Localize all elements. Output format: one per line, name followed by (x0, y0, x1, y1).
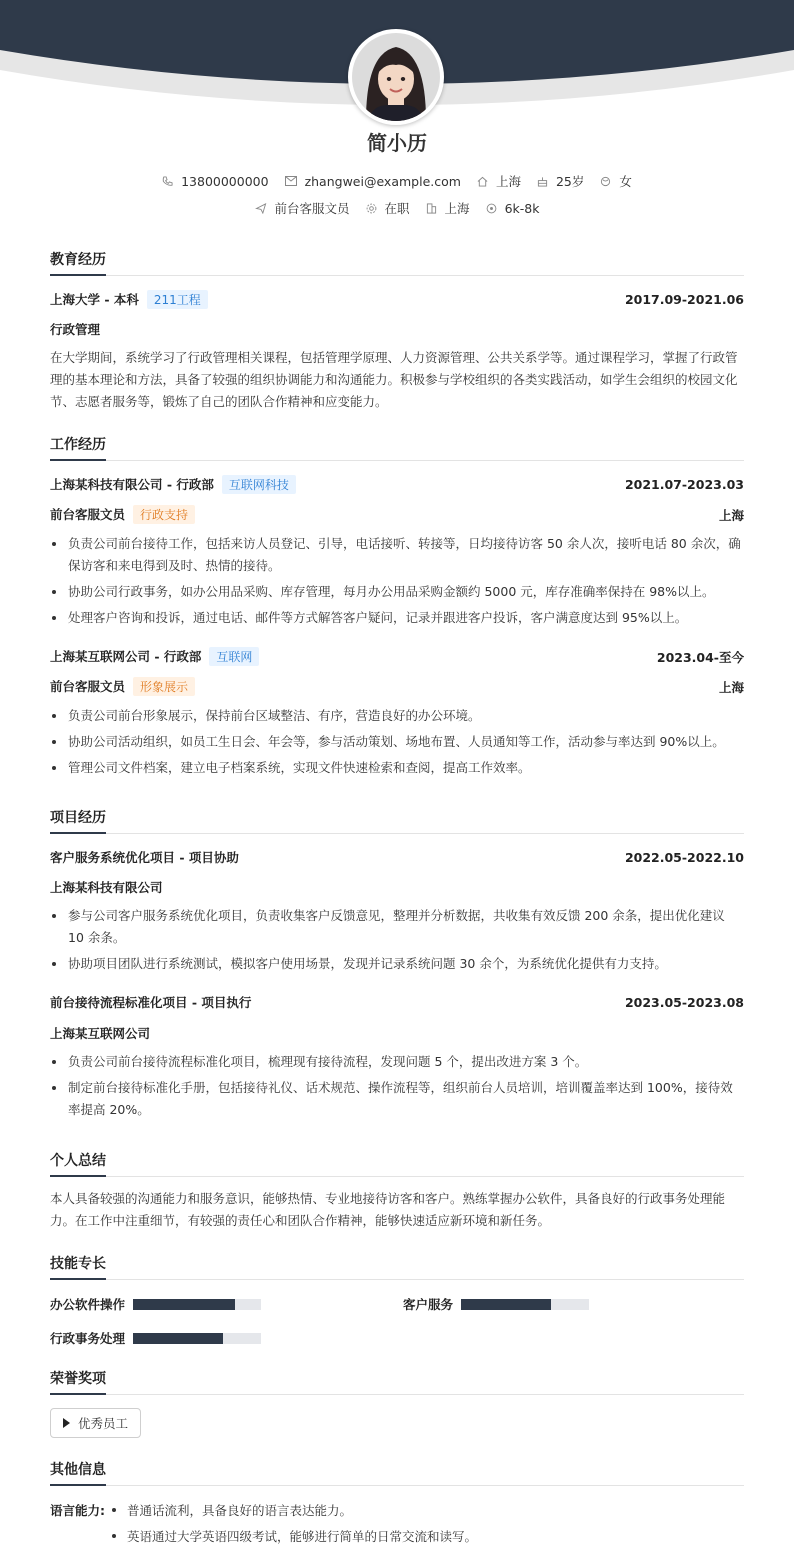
section-title-summary: 个人总结 (50, 1150, 744, 1177)
gender-icon (600, 176, 611, 187)
position-name: 前台客服文员 (50, 507, 126, 522)
school-name: 上海大学 - 本科 (50, 292, 139, 307)
project-period: 2023.05-2023.08 (624, 994, 744, 1010)
industry-tag: 互联网科技 (222, 475, 296, 494)
job-period: 2021.07-2023.03 (624, 477, 744, 492)
list-item: 英语通过大学英语四级考试，能够进行简单的日常交流和读写。 (110, 1527, 477, 1545)
job-location: 上海 (718, 679, 744, 695)
education-period: 2017.09-2021.06 (624, 292, 744, 307)
award-item[interactable] (50, 1408, 141, 1438)
candidate-name: 简小历 (367, 131, 427, 155)
list-item: 负责公司前台接待流程标准化项目，梳理现有接待流程，发现问题 5 个，提出改进方案 3 个。 (50, 1051, 744, 1073)
coin-icon (486, 203, 497, 214)
section-title-work: 工作经历 (50, 434, 744, 461)
industry-tag: 互联网 (209, 647, 259, 666)
building-icon (426, 203, 437, 214)
role-tag: 形象展示 (133, 677, 195, 696)
phone-text: 13800000000 (181, 173, 269, 189)
skill-name: 办公软件操作 (50, 1297, 126, 1312)
job-location: 上海 (718, 507, 744, 523)
company-name: 上海某互联网公司 - 行政部 (50, 649, 202, 664)
section-title-other: 其他信息 (50, 1459, 744, 1486)
job-header (50, 647, 744, 666)
city-item (477, 172, 521, 190)
project-company: 上海某科技有限公司 (50, 880, 163, 895)
skill-customer-service (403, 1295, 589, 1313)
skill-bar-fill (133, 1299, 235, 1310)
skill-admin-affairs (50, 1329, 261, 1347)
list-item: 管理公司文件档案，建立电子档案系统，实现文件快速检索和查阅，提高工作效率。 (50, 757, 744, 779)
gender-text: 女 (619, 174, 632, 189)
list-item: 协助项目团队进行系统测试，模拟客户使用场景，发现并记录系统问题 30 余个，为系统优化提供有力支持。 (50, 953, 744, 975)
status-text: 在职 (384, 201, 410, 216)
salary-item (486, 201, 540, 216)
job-position-row (50, 505, 744, 524)
major: 行政管理 (50, 322, 101, 337)
skill-bar-fill (133, 1333, 223, 1344)
job-intent-row (0, 199, 794, 217)
status-item (366, 199, 410, 217)
email-item (285, 174, 461, 189)
project-header (50, 848, 744, 866)
job-position-row (50, 677, 744, 696)
job-period: 2023.04-至今 (656, 649, 744, 665)
gear-icon (366, 203, 377, 214)
list-item: 参与公司客户服务系统优化项目，负责收集客户反馈意见，整理并分析数据，共收集有效反馈 200 余条，提出优化建议 10 余条。 (50, 905, 744, 949)
language-label: 语言能力: (50, 1503, 105, 1518)
play-icon (63, 1418, 70, 1428)
salary-text: 6k-8k (504, 200, 540, 216)
list-item: 负责公司前台形象展示，保持前台区域整洁、有序，营造良好的办公环境。 (50, 705, 744, 727)
target-city-text: 上海 (444, 201, 470, 216)
phone-icon (162, 176, 173, 187)
award-label: 优秀员工 (78, 1416, 129, 1431)
school-tag: 211工程 (147, 290, 208, 309)
cake-icon (537, 176, 548, 187)
mail-icon (285, 176, 297, 186)
job-target-item (255, 199, 350, 217)
list-item: 制定前台接待标准化手册，包括接待礼仪、话术规范、操作流程等，组织前台人员培训，培训覆盖率达到 100%，接待效率提高 20%。 (50, 1077, 744, 1121)
list-item: 负责公司前台接待工作，包括来访人员登记、引导，电话接听、转接等，日均接待访客 50 余人次，接听电话 80 余次，确保访客和来电得到及时、热情的接待。 (50, 533, 744, 577)
email-text: zhangwei@example.com (304, 173, 461, 189)
list-item: 协助公司行政事务，如办公用品采购、库存管理，每月办公用品采购金额约 5000 元，库存准确率保持在 98%以上。 (50, 581, 744, 603)
project-company: 上海某互联网公司 (50, 1026, 151, 1041)
skill-name: 客户服务 (403, 1297, 454, 1312)
education-description: 在大学期间，系统学习了行政管理相关课程，包括管理学原理、人力资源管理、公共关系学等。通过课程学习，掌握了行政管理的基本理论和方法，具备了较强的组织协调能力和沟通能力。积极参与学校组织的各类实践活动，如学生会组织的校园文化节、志愿者服务等，锻炼了自己的团队合作精神和应变能力。 (50, 350, 738, 409)
gender-item (600, 172, 632, 190)
education-header (50, 290, 744, 309)
project-period: 2022.05-2022.10 (624, 849, 744, 865)
skill-bar (461, 1299, 589, 1310)
phone-item (162, 174, 268, 189)
company-name: 上海某科技有限公司 - 行政部 (50, 477, 214, 492)
home-icon (477, 176, 488, 187)
project-name: 客户服务系统优化项目 - 项目协助 (50, 850, 239, 865)
skill-office-software (50, 1295, 261, 1313)
skill-bar (133, 1299, 261, 1310)
section-title-education: 教育经历 (50, 249, 744, 276)
project-header (50, 993, 744, 1011)
avatar (348, 29, 444, 125)
summary-text: 本人具备较强的沟通能力和服务意识，能够热情、专业地接待访客和客户。熟练掌握办公软件，具备良好的行政事务处理能力。在工作中注重细节，有较强的责任心和团队合作精神，能够快速适应新环境和新任务。 (50, 1191, 726, 1228)
list-item: 处理客户咨询和投诉，通过电话、邮件等方式解答客户疑问，记录并跟进客户投诉，客户满意度达到 95%以上。 (50, 607, 744, 629)
contact-info-row (0, 172, 794, 190)
skill-name: 行政事务处理 (50, 1331, 126, 1346)
send-icon (255, 203, 267, 214)
section-title-projects: 项目经历 (50, 807, 744, 834)
position-name: 前台客服文员 (50, 679, 126, 694)
job-target-text: 前台客服文员 (274, 201, 350, 216)
list-item: 普通话流利，具备良好的语言表达能力。 (110, 1501, 352, 1519)
role-tag: 行政支持 (133, 505, 195, 524)
age-text: 25岁 (555, 174, 585, 189)
city-text: 上海 (495, 174, 521, 189)
skill-bar (133, 1333, 261, 1344)
job-header (50, 475, 744, 494)
target-city-item (426, 199, 470, 217)
age-item (537, 172, 584, 190)
section-title-awards: 荣誉奖项 (50, 1368, 744, 1395)
project-name: 前台接待流程标准化项目 - 项目执行 (50, 995, 252, 1010)
skill-bar-fill (461, 1299, 551, 1310)
section-title-skills: 技能专长 (50, 1253, 744, 1280)
list-item: 协助公司活动组织，如员工生日会、年会等，参与活动策划、场地布置、人员通知等工作，活动参与率达到 90%以上。 (50, 731, 744, 753)
